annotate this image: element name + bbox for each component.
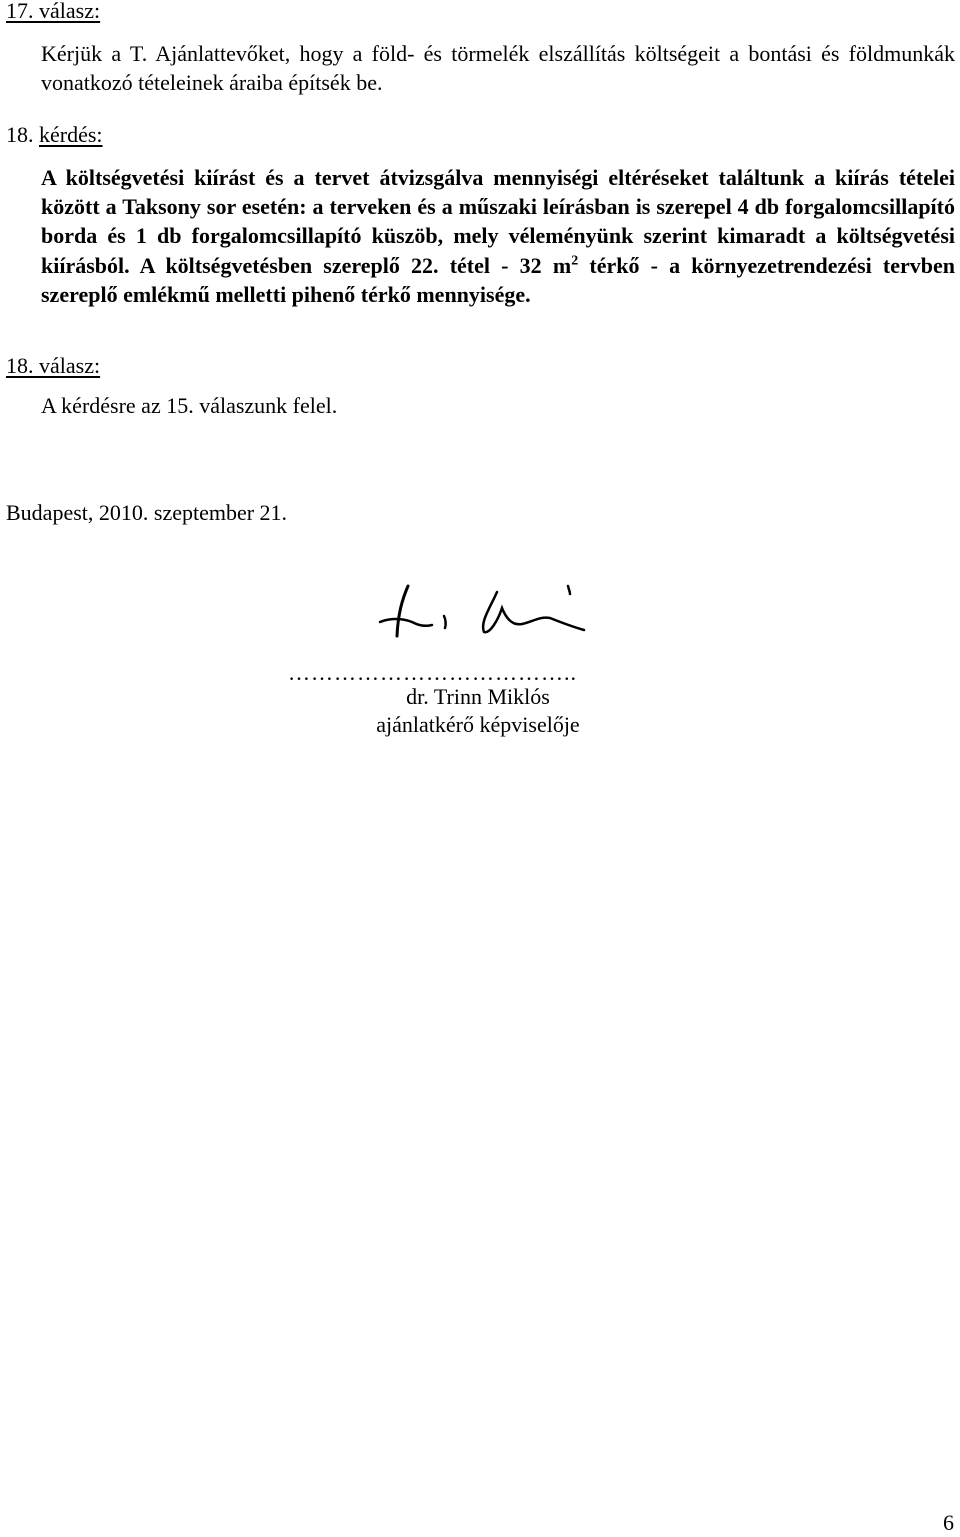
page-number: 6 <box>943 1510 954 1535</box>
question-18-text-part2: térkő - a környezetrendezési tervben szereplő emlékmű melletti pihenő térkő mennyisége. <box>41 252 956 307</box>
question-18-text <box>41 163 955 309</box>
answer-18-heading: 18. válasz: <box>6 353 101 378</box>
question-18-number: 18. <box>6 122 39 147</box>
question-18-text-part1: A költségvetési kiírást és a tervet átvizsgálva mennyiségi eltéréseket találtunk a kiírás tételei között a Taksony sor esetén: a terveken és a műszaki leírásban is szerepel 4 db forgalomcsillapító borda és 1 db forgalomcsillapító küszöb, mely véleményünk szerint kimaradt a költségvetési kiírásból. A költségvetésben szereplő 22. tétel - 32 m <box>41 165 955 278</box>
signer-name: dr. Trinn Miklós <box>406 684 550 709</box>
signer-role: ajánlatkérő képviselője <box>376 712 580 737</box>
answer-17-text: Kérjük a T. Ajánlattevőket, hogy a föld- és törmelék elszállítás költségeit a bontási és földmunkák vonatkozó tételeinek áraiba építsék be. <box>41 41 955 95</box>
question-18-label: kérdés: <box>39 122 103 147</box>
signature-dotted-line: ……………………………….. <box>288 660 577 685</box>
answer-17-heading: 17. válasz: <box>6 0 101 23</box>
date-line: Budapest, 2010. szeptember 21. <box>6 500 288 525</box>
question-18-heading <box>6 121 103 149</box>
handwritten-signature <box>372 578 588 654</box>
answer-18-text: A kérdésre az 15. válaszunk felel. <box>41 393 338 418</box>
superscript-2: 2 <box>571 253 579 269</box>
